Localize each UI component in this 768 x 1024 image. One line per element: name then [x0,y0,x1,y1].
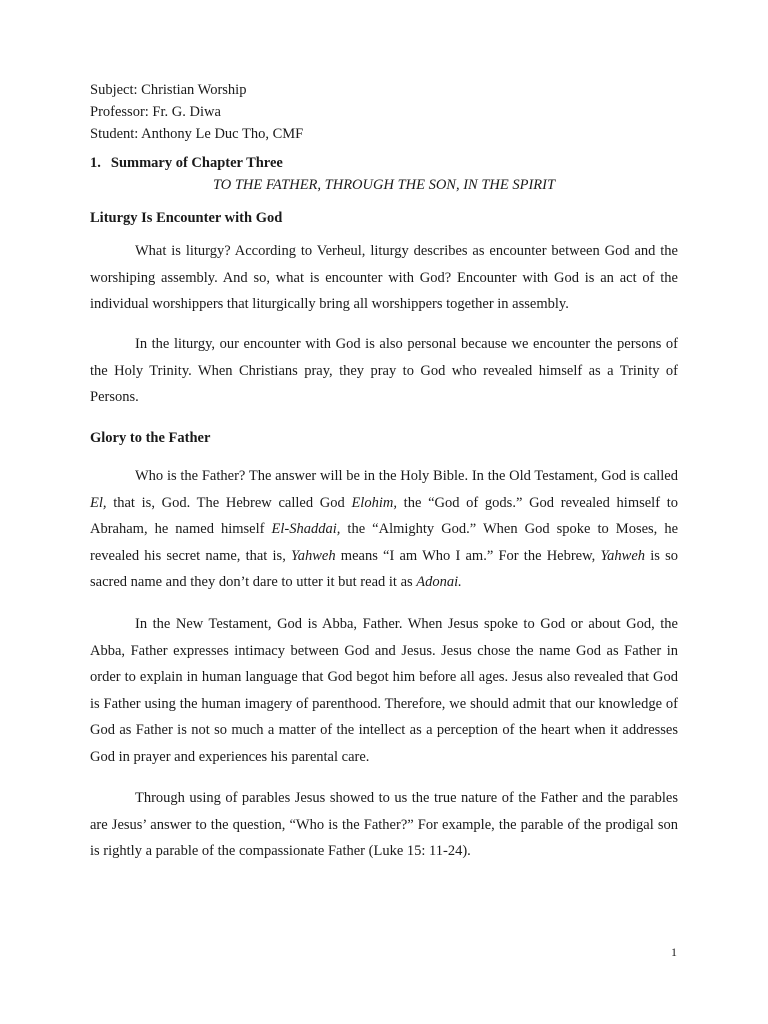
term-yahweh: Yahweh [291,547,336,564]
section-title: Summary of Chapter Three [110,155,283,171]
term-adonai: Adonai. [416,574,462,591]
chapter-subtitle: TO THE FATHER, THROUGH THE SON, IN THE SPIRIT [212,177,556,193]
glory-paragraph-2: In the New Testament, God is Abba, Father. When Jesus spoke to God or about God, the Abba, Father expresses intimacy between God and Jesus. Jesus chose the name God as Father in order to explain in human language that God begot him before all ages. Jesus also revealed that God is Father using the human imagery of parenthood. Therefore, we should admit that our knowledge of God as Father is not so much a matter of the intellect as a perception of the heart when it addresses God in prayer and experiences his parental care. [90,616,678,765]
glory-paragraph-3: Through using of parables Jesus showed to us the true nature of the Father and the parables are Jesus’ answer to the question, “Who is the Father?” For example, the parable of the prodigal son is rightly a parable of the compassionate Father (Luke 15: 11-24). [90,790,678,860]
chapter-summary-heading [90,155,283,172]
liturgy-paragraph-2: In the liturgy, our encounter with God is also personal because we encounter the persons of the Holy Trinity. When Christians pray, they pray to God who revealed himself as a Trinity of Persons. [90,336,678,406]
professor-line: Professor: Fr. G. Diwa [90,104,221,120]
term-yahweh: Yahweh [600,547,646,564]
term-el: El, [90,494,107,511]
glory-paragraph-1: Who is the Father? The answer will be in the Holy Bible. In the Old Testament, God is called El, that is, God. The Hebrew called God Elohim, the “God of gods.” God revealed himself to Abraham, he named himself El-Shaddai, the “Almighty God.” When God spoke to Moses, he revealed his secret name, that is, Yahweh means “I am Who I am.” For the Hebrew, Yahweh is so sacred name and they don’t dare to utter it but read it as Adonai. [90,468,678,591]
page-number: 1 [671,945,677,959]
term-el-shaddai: El-Shaddai, [271,521,341,538]
student-line: Student: Anthony Le Duc Tho, CMF [90,126,304,142]
liturgy-paragraph-1: What is liturgy? According to Verheul, liturgy describes as encounter between God and the worshiping assembly. And so, what is encounter with God? Encounter with God is an act of the individual worshippers that liturgically bring all worshippers together in assembly. [90,243,678,313]
liturgy-heading: Liturgy Is Encounter with God [90,210,283,226]
subject-line: Subject: Christian Worship [90,82,247,98]
glory-heading: Glory to the Father [90,430,211,446]
section-number: 1. [90,155,101,171]
term-elohim: Elohim, [351,494,397,511]
